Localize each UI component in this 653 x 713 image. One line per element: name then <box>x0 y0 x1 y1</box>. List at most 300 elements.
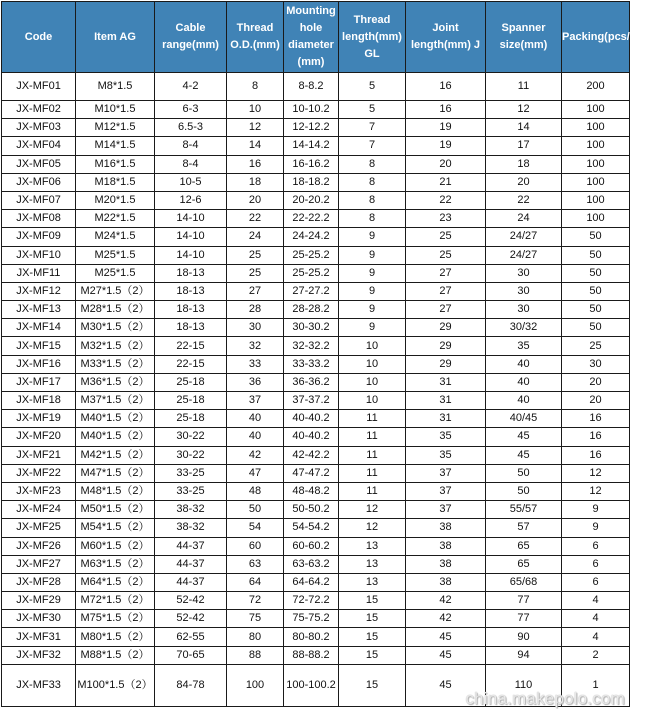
code-cell: JX-MF24 <box>2 501 76 519</box>
cable-range-cell: 18-13 <box>155 282 227 300</box>
table-row <box>2 301 630 319</box>
thread-length-cell: 15 <box>339 646 406 664</box>
col-header-item: Item AG <box>76 2 155 73</box>
thread-od-cell: 36 <box>227 373 284 391</box>
item-cell: M60*1.5（2） <box>76 537 155 555</box>
joint-length-cell: 45 <box>406 646 486 664</box>
joint-length-cell: 27 <box>406 282 486 300</box>
code-cell: JX-MF33 <box>2 664 76 706</box>
thread-length-cell: 15 <box>339 664 406 706</box>
table-row <box>2 428 630 446</box>
item-cell: M30*1.5（2） <box>76 319 155 337</box>
spanner-size-cell: 14 <box>486 119 562 137</box>
packing-cell: 50 <box>562 319 630 337</box>
thread-od-cell: 16 <box>227 155 284 173</box>
cable-range-cell: 38-32 <box>155 501 227 519</box>
item-cell: M33*1.5（2） <box>76 355 155 373</box>
spanner-size-cell: 77 <box>486 592 562 610</box>
item-cell: M88*1.5（2） <box>76 646 155 664</box>
item-cell: M63*1.5（2） <box>76 555 155 573</box>
thread-length-cell: 11 <box>339 428 406 446</box>
spanner-size-cell: 65 <box>486 537 562 555</box>
packing-cell: 100 <box>562 210 630 228</box>
spanner-size-cell: 77 <box>486 610 562 628</box>
spanner-size-cell: 11 <box>486 73 562 101</box>
mounting-hole-cell: 37-37.2 <box>284 392 339 410</box>
cable-range-cell: 18-13 <box>155 264 227 282</box>
table-row <box>2 319 630 337</box>
packing-cell: 6 <box>562 537 630 555</box>
cable-range-cell: 22-15 <box>155 337 227 355</box>
spanner-size-cell: 30 <box>486 301 562 319</box>
cable-range-cell: 8-4 <box>155 155 227 173</box>
thread-length-cell: 13 <box>339 555 406 573</box>
item-cell: M64*1.5（2） <box>76 573 155 591</box>
mounting-hole-cell: 28-28.2 <box>284 301 339 319</box>
spanner-size-cell: 50 <box>486 464 562 482</box>
joint-length-cell: 25 <box>406 228 486 246</box>
code-cell: JX-MF02 <box>2 101 76 119</box>
col-header-packing: Packing(pcs/bag) <box>562 2 630 73</box>
cable-range-cell: 18-13 <box>155 301 227 319</box>
thread-length-cell: 10 <box>339 392 406 410</box>
table-row <box>2 555 630 573</box>
code-cell: JX-MF26 <box>2 537 76 555</box>
table-header-row <box>2 2 630 73</box>
cable-range-cell: 52-42 <box>155 592 227 610</box>
table-row <box>2 482 630 500</box>
joint-length-cell: 31 <box>406 392 486 410</box>
cable-range-cell: 62-55 <box>155 628 227 646</box>
thread-od-cell: 28 <box>227 301 284 319</box>
joint-length-cell: 37 <box>406 464 486 482</box>
thread-od-cell: 40 <box>227 428 284 446</box>
joint-length-cell: 27 <box>406 301 486 319</box>
code-cell: JX-MF27 <box>2 555 76 573</box>
packing-cell: 100 <box>562 119 630 137</box>
thread-length-cell: 11 <box>339 410 406 428</box>
cable-range-cell: 44-37 <box>155 537 227 555</box>
item-cell: M32*1.5（2） <box>76 337 155 355</box>
cable-range-cell: 44-37 <box>155 555 227 573</box>
code-cell: JX-MF06 <box>2 173 76 191</box>
col-header-spanner-size: Spanner size(mm) <box>486 2 562 73</box>
packing-cell: 50 <box>562 282 630 300</box>
thread-od-cell: 50 <box>227 501 284 519</box>
joint-length-cell: 45 <box>406 664 486 706</box>
thread-length-cell: 8 <box>339 173 406 191</box>
col-header-joint-length: Joint length(mm) J <box>406 2 486 73</box>
thread-od-cell: 14 <box>227 137 284 155</box>
packing-cell: 16 <box>562 410 630 428</box>
cable-range-cell: 84-78 <box>155 664 227 706</box>
cable-range-cell: 22-15 <box>155 355 227 373</box>
mounting-hole-cell: 47-47.2 <box>284 464 339 482</box>
mounting-hole-cell: 25-25.2 <box>284 264 339 282</box>
packing-cell: 100 <box>562 173 630 191</box>
table-row <box>2 610 630 628</box>
joint-length-cell: 23 <box>406 210 486 228</box>
item-cell: M48*1.5（2） <box>76 482 155 500</box>
joint-length-cell: 25 <box>406 246 486 264</box>
code-cell: JX-MF01 <box>2 73 76 101</box>
code-cell: JX-MF07 <box>2 191 76 209</box>
code-cell: JX-MF05 <box>2 155 76 173</box>
packing-cell: 20 <box>562 373 630 391</box>
cable-range-cell: 10-5 <box>155 173 227 191</box>
thread-length-cell: 11 <box>339 464 406 482</box>
code-cell: JX-MF08 <box>2 210 76 228</box>
joint-length-cell: 38 <box>406 555 486 573</box>
thread-length-cell: 10 <box>339 337 406 355</box>
cable-range-cell: 14-10 <box>155 210 227 228</box>
item-cell: M40*1.5（2） <box>76 428 155 446</box>
spanner-size-cell: 22 <box>486 191 562 209</box>
packing-cell: 1 <box>562 664 630 706</box>
thread-length-cell: 5 <box>339 73 406 101</box>
table-row <box>2 519 630 537</box>
code-cell: JX-MF22 <box>2 464 76 482</box>
joint-length-cell: 37 <box>406 501 486 519</box>
mounting-hole-cell: 40-40.2 <box>284 428 339 446</box>
packing-cell: 50 <box>562 301 630 319</box>
col-header-thread-length: Thread length(mm) GL <box>339 2 406 73</box>
thread-od-cell: 22 <box>227 210 284 228</box>
table-row <box>2 464 630 482</box>
thread-od-cell: 24 <box>227 228 284 246</box>
packing-cell: 12 <box>562 464 630 482</box>
thread-od-cell: 27 <box>227 282 284 300</box>
spanner-size-cell: 40 <box>486 392 562 410</box>
mounting-hole-cell: 64-64.2 <box>284 573 339 591</box>
spanner-size-cell: 55/57 <box>486 501 562 519</box>
cable-range-cell: 33-25 <box>155 482 227 500</box>
cable-range-cell: 6-3 <box>155 101 227 119</box>
spanner-size-cell: 12 <box>486 101 562 119</box>
cable-range-cell: 12-6 <box>155 191 227 209</box>
item-cell: M10*1.5 <box>76 101 155 119</box>
thread-od-cell: 25 <box>227 246 284 264</box>
table-row <box>2 191 630 209</box>
cable-range-cell: 4-2 <box>155 73 227 101</box>
item-cell: M37*1.5（2） <box>76 392 155 410</box>
table-row <box>2 537 630 555</box>
col-header-thread-od: Thread O.D.(mm) <box>227 2 284 73</box>
thread-length-cell: 15 <box>339 592 406 610</box>
code-cell: JX-MF04 <box>2 137 76 155</box>
thread-length-cell: 9 <box>339 282 406 300</box>
code-cell: JX-MF32 <box>2 646 76 664</box>
spanner-size-cell: 65 <box>486 555 562 573</box>
spanner-size-cell: 57 <box>486 519 562 537</box>
thread-length-cell: 10 <box>339 355 406 373</box>
table-row <box>2 446 630 464</box>
joint-length-cell: 38 <box>406 519 486 537</box>
packing-cell: 100 <box>562 155 630 173</box>
mounting-hole-cell: 22-22.2 <box>284 210 339 228</box>
item-cell: M50*1.5（2） <box>76 501 155 519</box>
table-row <box>2 646 630 664</box>
thread-length-cell: 9 <box>339 264 406 282</box>
thread-od-cell: 12 <box>227 119 284 137</box>
mounting-hole-cell: 30-30.2 <box>284 319 339 337</box>
spanner-size-cell: 110 <box>486 664 562 706</box>
spanner-size-cell: 40 <box>486 355 562 373</box>
cable-range-cell: 38-32 <box>155 519 227 537</box>
table-row <box>2 392 630 410</box>
code-cell: JX-MF12 <box>2 282 76 300</box>
thread-od-cell: 42 <box>227 446 284 464</box>
spanner-size-cell: 18 <box>486 155 562 173</box>
item-cell: M75*1.5（2） <box>76 610 155 628</box>
spanner-size-cell: 90 <box>486 628 562 646</box>
cable-range-cell: 52-42 <box>155 610 227 628</box>
joint-length-cell: 37 <box>406 482 486 500</box>
spanner-size-cell: 30 <box>486 264 562 282</box>
cable-range-cell: 6.5-3 <box>155 119 227 137</box>
mounting-hole-cell: 18-18.2 <box>284 173 339 191</box>
joint-length-cell: 19 <box>406 119 486 137</box>
table-row <box>2 210 630 228</box>
item-cell: M40*1.5（2） <box>76 410 155 428</box>
thread-length-cell: 9 <box>339 319 406 337</box>
joint-length-cell: 31 <box>406 373 486 391</box>
table-row <box>2 228 630 246</box>
thread-od-cell: 72 <box>227 592 284 610</box>
code-cell: JX-MF28 <box>2 573 76 591</box>
code-cell: JX-MF16 <box>2 355 76 373</box>
cable-range-cell: 25-18 <box>155 392 227 410</box>
mounting-hole-cell: 100-100.2 <box>284 664 339 706</box>
packing-cell: 20 <box>562 392 630 410</box>
code-cell: JX-MF10 <box>2 246 76 264</box>
item-cell: M18*1.5 <box>76 173 155 191</box>
cable-range-cell: 30-22 <box>155 428 227 446</box>
joint-length-cell: 35 <box>406 446 486 464</box>
joint-length-cell: 29 <box>406 355 486 373</box>
packing-cell: 200 <box>562 73 630 101</box>
cable-range-cell: 25-18 <box>155 410 227 428</box>
thread-length-cell: 15 <box>339 628 406 646</box>
thread-od-cell: 88 <box>227 646 284 664</box>
packing-cell: 12 <box>562 482 630 500</box>
mounting-hole-cell: 16-16.2 <box>284 155 339 173</box>
item-cell: M72*1.5（2） <box>76 592 155 610</box>
thread-od-cell: 54 <box>227 519 284 537</box>
mounting-hole-cell: 60-60.2 <box>284 537 339 555</box>
thread-length-cell: 11 <box>339 446 406 464</box>
cable-range-cell: 8-4 <box>155 137 227 155</box>
col-header-code: Code <box>2 2 76 73</box>
mounting-hole-cell: 32-32.2 <box>284 337 339 355</box>
packing-cell: 100 <box>562 137 630 155</box>
joint-length-cell: 27 <box>406 264 486 282</box>
mounting-hole-cell: 63-63.2 <box>284 555 339 573</box>
item-cell: M100*1.5（2） <box>76 664 155 706</box>
thread-od-cell: 32 <box>227 337 284 355</box>
item-cell: M25*1.5 <box>76 246 155 264</box>
thread-length-cell: 8 <box>339 191 406 209</box>
code-cell: JX-MF31 <box>2 628 76 646</box>
thread-od-cell: 47 <box>227 464 284 482</box>
thread-od-cell: 48 <box>227 482 284 500</box>
table-row <box>2 137 630 155</box>
mounting-hole-cell: 72-72.2 <box>284 592 339 610</box>
packing-cell: 16 <box>562 446 630 464</box>
product-spec-table <box>1 1 653 707</box>
packing-cell: 30 <box>562 355 630 373</box>
joint-length-cell: 29 <box>406 337 486 355</box>
packing-cell: 9 <box>562 519 630 537</box>
thread-length-cell: 7 <box>339 137 406 155</box>
thread-od-cell: 37 <box>227 392 284 410</box>
item-cell: M36*1.5（2） <box>76 373 155 391</box>
code-cell: JX-MF21 <box>2 446 76 464</box>
item-cell: M20*1.5 <box>76 191 155 209</box>
joint-length-cell: 38 <box>406 537 486 555</box>
table-row <box>2 573 630 591</box>
spanner-size-cell: 50 <box>486 482 562 500</box>
table-row <box>2 337 630 355</box>
thread-length-cell: 12 <box>339 519 406 537</box>
joint-length-cell: 42 <box>406 610 486 628</box>
joint-length-cell: 20 <box>406 155 486 173</box>
joint-length-cell: 22 <box>406 191 486 209</box>
thread-length-cell: 13 <box>339 573 406 591</box>
col-header-mounting-hole: Mounting hole diameter (mm) <box>284 2 339 73</box>
thread-od-cell: 18 <box>227 173 284 191</box>
table-row <box>2 355 630 373</box>
thread-length-cell: 11 <box>339 482 406 500</box>
code-cell: JX-MF29 <box>2 592 76 610</box>
packing-cell: 50 <box>562 264 630 282</box>
spanner-size-cell: 40 <box>486 373 562 391</box>
item-cell: M27*1.5（2） <box>76 282 155 300</box>
thread-od-cell: 64 <box>227 573 284 591</box>
cable-range-cell: 14-10 <box>155 228 227 246</box>
spanner-size-cell: 35 <box>486 337 562 355</box>
joint-length-cell: 29 <box>406 319 486 337</box>
thread-length-cell: 13 <box>339 537 406 555</box>
table-row <box>2 373 630 391</box>
table-row <box>2 246 630 264</box>
code-cell: JX-MF03 <box>2 119 76 137</box>
packing-cell: 100 <box>562 101 630 119</box>
packing-cell: 4 <box>562 610 630 628</box>
spanner-size-cell: 24/27 <box>486 228 562 246</box>
packing-cell: 4 <box>562 592 630 610</box>
mounting-hole-cell: 80-80.2 <box>284 628 339 646</box>
table-row <box>2 173 630 191</box>
thread-od-cell: 63 <box>227 555 284 573</box>
item-cell: M25*1.5 <box>76 264 155 282</box>
table-row <box>2 101 630 119</box>
joint-length-cell: 38 <box>406 573 486 591</box>
mounting-hole-cell: 88-88.2 <box>284 646 339 664</box>
joint-length-cell: 19 <box>406 137 486 155</box>
packing-cell: 16 <box>562 428 630 446</box>
cable-range-cell: 70-65 <box>155 646 227 664</box>
thread-od-cell: 100 <box>227 664 284 706</box>
item-cell: M28*1.5（2） <box>76 301 155 319</box>
thread-od-cell: 30 <box>227 319 284 337</box>
packing-cell: 50 <box>562 246 630 264</box>
mounting-hole-cell: 54-54.2 <box>284 519 339 537</box>
code-cell: JX-MF18 <box>2 392 76 410</box>
item-cell: M22*1.5 <box>76 210 155 228</box>
mounting-hole-cell: 40-40.2 <box>284 410 339 428</box>
cable-range-cell: 44-37 <box>155 573 227 591</box>
thread-length-cell: 10 <box>339 373 406 391</box>
watermark: china.makepolo.com <box>465 689 625 708</box>
thread-length-cell: 15 <box>339 610 406 628</box>
joint-length-cell: 16 <box>406 73 486 101</box>
thread-od-cell: 40 <box>227 410 284 428</box>
thread-od-cell: 20 <box>227 191 284 209</box>
thread-length-cell: 5 <box>339 101 406 119</box>
item-cell: M54*1.5（2） <box>76 519 155 537</box>
thread-length-cell: 12 <box>339 501 406 519</box>
joint-length-cell: 21 <box>406 173 486 191</box>
cable-range-cell: 18-13 <box>155 319 227 337</box>
thread-length-cell: 9 <box>339 246 406 264</box>
code-cell: JX-MF13 <box>2 301 76 319</box>
mounting-hole-cell: 12-12.2 <box>284 119 339 137</box>
table-row <box>2 264 630 282</box>
spanner-size-cell: 45 <box>486 446 562 464</box>
mounting-hole-cell: 25-25.2 <box>284 246 339 264</box>
item-cell: M47*1.5（2） <box>76 464 155 482</box>
mounting-hole-cell: 50-50.2 <box>284 501 339 519</box>
cable-range-cell: 14-10 <box>155 246 227 264</box>
packing-cell: 2 <box>562 646 630 664</box>
mounting-hole-cell: 20-20.2 <box>284 191 339 209</box>
spanner-size-cell: 17 <box>486 137 562 155</box>
cable-range-cell: 30-22 <box>155 446 227 464</box>
packing-cell: 6 <box>562 573 630 591</box>
thread-od-cell: 33 <box>227 355 284 373</box>
mounting-hole-cell: 27-27.2 <box>284 282 339 300</box>
spanner-size-cell: 30/32 <box>486 319 562 337</box>
mounting-hole-cell: 33-33.2 <box>284 355 339 373</box>
code-cell: JX-MF23 <box>2 482 76 500</box>
joint-length-cell: 45 <box>406 628 486 646</box>
spanner-size-cell: 94 <box>486 646 562 664</box>
joint-length-cell: 31 <box>406 410 486 428</box>
mounting-hole-cell: 48-48.2 <box>284 482 339 500</box>
spanner-size-cell: 30 <box>486 282 562 300</box>
spanner-size-cell: 24 <box>486 210 562 228</box>
table-row <box>2 73 630 101</box>
thread-od-cell: 75 <box>227 610 284 628</box>
packing-cell: 50 <box>562 228 630 246</box>
spanner-size-cell: 24/27 <box>486 246 562 264</box>
thread-length-cell: 9 <box>339 228 406 246</box>
thread-od-cell: 25 <box>227 264 284 282</box>
code-cell: JX-MF11 <box>2 264 76 282</box>
mounting-hole-cell: 14-14.2 <box>284 137 339 155</box>
thread-od-cell: 80 <box>227 628 284 646</box>
cable-range-cell: 33-25 <box>155 464 227 482</box>
item-cell: M16*1.5 <box>76 155 155 173</box>
thread-length-cell: 8 <box>339 155 406 173</box>
item-cell: M24*1.5 <box>76 228 155 246</box>
thread-od-cell: 10 <box>227 101 284 119</box>
joint-length-cell: 16 <box>406 101 486 119</box>
col-header-cable-range: Cable range(mm) <box>155 2 227 73</box>
packing-cell: 25 <box>562 337 630 355</box>
code-cell: JX-MF19 <box>2 410 76 428</box>
